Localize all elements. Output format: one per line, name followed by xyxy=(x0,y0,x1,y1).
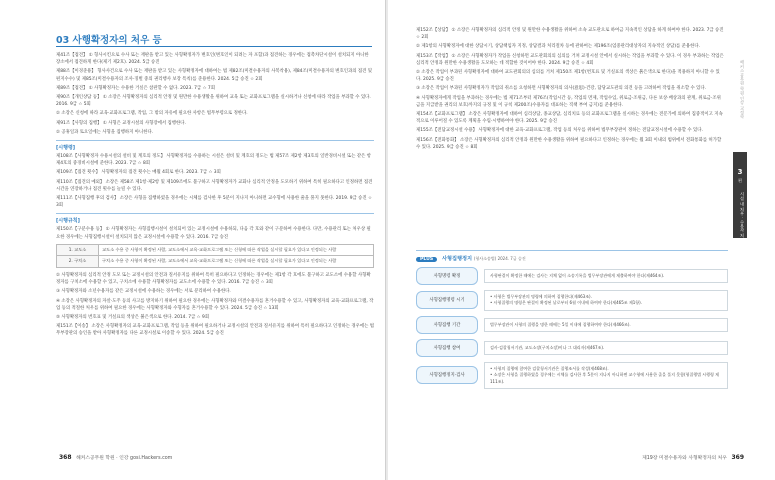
article-paragraph: 제89조【접견】 ① 사형확정자는 수용한 거실은 참관할 수 없다. 2023. 7급 ☆ 7회 xyxy=(56,85,215,91)
article-paragraph: 제151조【이송】 소장은 사형확정자의 교육·교화프로그램, 작업 등을 위하여 필요하거나 교정시설의 안전과 질서유지를 위하여 특히 필요하다고 인정하는 경우에는 법무부장관의 승인을 받아 사형확정자를 다른 교정시설로 이송할 수 있다. 2024. 5급 승진 xyxy=(56,324,374,337)
left-content xyxy=(56,52,374,340)
plus-heading xyxy=(416,255,728,262)
plus-value: • 사형은 법무부장관의 명령에 의하여 집행한다(제463조). • 사형집행의 명령은 판결이 확정된 날로부터 6월 이내에 하여야 한다(제465조 제1항). xyxy=(484,290,728,311)
page-number: 369 xyxy=(731,454,744,461)
plus-key: 사형집행 기간 xyxy=(416,316,478,334)
footer-text: 제19장 미결수용자와 사형확정자의 처우 xyxy=(642,456,727,461)
plus-box xyxy=(416,250,728,394)
article-paragraph: 제108조【사형확정자 수용시설의 설비 및 계호의 정도】 사형확정자를 수용하는 시설은 설비 및 계호의 정도는 법 제57조 제2항 제3호의 일반경비시설 또는 같은 항 제4호의 중경비시설에 준한다. 2023. 7급 ☆ 8회 xyxy=(56,154,371,167)
section-heading-rules: [시행규칙] xyxy=(56,213,374,224)
plus-row xyxy=(416,362,728,389)
page-title: 03 사행확정자의 처우 등 xyxy=(56,35,162,46)
article-paragraph: 제91조【사형의 집행】 ① 사형은 교정시설의 사형장에서 집행한다. xyxy=(56,120,186,126)
article-paragraph: 제153조【작업】 ① 소장은 사형확정자가 작업을 신청하면 교도관회의의 심의를 거쳐 교정시설 안에서 실시하는 작업을 부과할 수 있다. 이 경우 부과하는 작업은 심리적 안정과 원만한 수용생활을 도모하는 데 적합한 것이어야 한다. 2024. 9급 승진 ☆ 4회 xyxy=(416,53,724,66)
table-key-cell: 2. 구치소 xyxy=(57,256,99,268)
article-paragraph: ④ 사형확정자에게 작업을 부과하는 경우에는 법 제71조부터 제76조(작업시간 등, 작업의 면제, 작업수입, 위로금·조위금, 다른 보상·배상과의 관계, 위로금·조위금을 지급받을 권리의 보호)까지의 규정 및 이 규칙 제200조(수용자를 대표하는 직책 부여 금지)를 준용한다. xyxy=(416,95,721,108)
article-paragraph: 제156조【전화통화】 소장은 사형확정자의 심리적 안정과 원만한 수용생활을 위하여 필요하다고 인정하는 경우에는 월 3회 이내의 범위에서 전화통화를 허가할 수 있다. 2025. 9급 승진 ☆ 8회 xyxy=(416,137,722,150)
classification-table xyxy=(56,244,374,268)
plus-value: • 사형의 집행에 참여한 검찰청서기관은 집행조서를 작성(제468조). • 소장은 사형을 집행하였을 경우에는 시체를 검사한 후 5분이 지나지 아니하면 교수형에 사용한 줄을 풀지 못함(형집행법 시행령 제111조). xyxy=(484,362,728,389)
plus-badge: PLUS xyxy=(416,257,437,262)
plus-row xyxy=(416,290,728,311)
plus-value: 법무부장관이 사형의 집행을 명한 때에는 5일 이내에 집행하여야 한다(제466조). xyxy=(484,318,728,332)
article-paragraph: 제90조【개인상담 등】 ① 소장은 사형확정자의 심리적 안정 및 원만한 수용생활을 위하여 교육 또는 교화프로그램을 실시하거나 신청에 따라 작업을 부과할 수 있다. 2016. 9급 ☆ 5회 xyxy=(56,95,371,108)
article-paragraph: ② 소장은 신청에 따라 교육·교화프로그램, 작업, 그 밖의 자유에 필요한 사항은 법무부령으로 정한다. xyxy=(56,111,248,117)
article-paragraph: ② 제1항의 사형확정자에 대한 상담시기, 상담책임자 지정, 상담결과 처리절차 등에 관하여는 제196조(엄중관리대상자의 지속적인 상담)를 준용한다. xyxy=(416,44,701,50)
chapter-side-tab xyxy=(733,0,747,480)
article-paragraph: 제88조【이경준용】 형사사건으로 수사 또는 재판을 받고 있는 사형확정자에 대하여는 법 제82조(미결수용자의 사복착용), 제84조(미결수용자의 변호인과의 접견 및 편지수수) 및 제85조(미결수용자의 조사·징벌 중의 권리행사 보장 특칙)를 준용한다. 2024. 5급 승진 ☆ 2회 xyxy=(56,69,372,82)
article-paragraph: ② 사형확정자의 심리적 안정 도모 또는 교정시설의 안전과 질서유지를 위하여 특히 필요하다고 인정하는 경우에는 제1항 각 호에도 불구하고 교도소에 수용할 사형확정자를 구치소에 수용할 수 있고, 구치소에 수용할 사형확정자를 교도소에 수용할 수 있다. 2016. 7급 승진 ☆ 3회 xyxy=(56,273,371,286)
table-row xyxy=(57,244,374,256)
article-paragraph: 제41조【접견】 ① 형사시킨으로 수사 또는 재판을 받고 있는 사형확정자가 변호인(변호인이 되려는 자 포함)과 접견하는 경우에는 접촉차단시설이 설치되지 아니한 장소에서 접견하게 한다(제기 제2호). 2024. 5급 승진 xyxy=(56,53,369,66)
article-paragraph: 제150조【구분수용 등】 ① 사형확정자는 사형집행시설이 설치되어 있는 교정시설에 수용하되, 다음 각 호와 같이 구분하여 수용한다. 다만, 수용관리 또는 처우상 필요한 경우에는 사형집행시설이 설치되지 않은 교정시설에 수용할 수 있다. 2016. 7급 승진 xyxy=(56,227,371,240)
article-paragraph: 제110조【접견의 예외】 소장은 제58조 제1항·제2항 및 제109조에도 불구하고 사형확정자가 교화나 심리적 안정을 도모하기 위하여 특히 필요하다고 인정하면 접견 시간을 연장하거나 접견 횟수를 늘릴 수 있다. xyxy=(56,179,373,192)
right-content xyxy=(416,27,724,153)
article-paragraph: ③ 사형확정자와 소년수용자를 같은 교정시설에 수용하는 경우에는 서로 분리하여 수용한다. xyxy=(56,289,231,295)
plus-key: 사형명령 확정 xyxy=(416,267,478,285)
article-paragraph: ② 소장은 작업이 부과된 사형확정자에 대하여 교도관회의의 심의를 거쳐 제150조 제1항(번호표 및 거실표의 색상은 붉은색으로 한다)을 적용하지 아니할 수 있다. 2025. 9급 승진 xyxy=(416,70,720,83)
plus-key: 사형집행명령 시기 xyxy=(416,291,478,309)
side-tab-bottom-text: 시설 내 처우 · 수용자 처우 xyxy=(740,192,745,242)
title-rule xyxy=(56,46,372,47)
article-paragraph: ④ 소장은 사형확정자의 자살·도주 등의 사고를 방지하기 위하여 필요한 경우에는 사형확정자와 미결수용자를 혼거수용할 수 있고, 사형확정자의 교육·교화프로그램, 작업 등의 적절한 처우를 위하여 필요한 경우에는 사형확정자와 수형자를 혼거수용할 수 있다. 2024. 5급 승진 ☆ 13회 xyxy=(56,298,374,311)
footer-text: 해커스공무원 학원 · 인강 gosi.Hackers.com xyxy=(76,456,173,461)
plus-value: 검사·검찰청서기관, 교도소장(구치소장)이나 그 대리자(제467조). xyxy=(484,341,728,355)
section-heading-regulation: [시행령] xyxy=(56,140,374,151)
side-tab-top-text: 해커스공무원 학원·인강 교정학 xyxy=(740,60,745,119)
left-footer xyxy=(56,454,172,461)
side-tab-number: 3 xyxy=(737,168,743,176)
right-footer xyxy=(642,454,747,461)
article-paragraph: 제109조【접견 횟수】 사형확정자의 접견 횟수는 매월 4회로 한다. 2023. 7급 ☆ 3회 xyxy=(56,170,221,176)
plus-title: 사형집행정지 xyxy=(441,256,473,262)
article-paragraph: ③ 소장은 작업이 부과된 사형확정자가 작업의 취소를 요청하면 사형확정자의 의사(意思)·건강, 담당교도관의 의견 등을 고려하여 작업을 취소할 수 있다. xyxy=(416,86,707,92)
article-paragraph: 제154조【교화프로그램】 소장은 사형확정자에 대하여 심리상담, 종교상담, 심리치료 등의 교화프로그램을 실시하는 경우에는 전문가에 의하여 집중적이고 지속적으로 이루어질 수 있도록 계획을 수립·시행하여야 한다. 2025. 9급 승진 xyxy=(416,112,723,125)
side-tab-label: 편 xyxy=(738,178,742,183)
page-number: 368 xyxy=(59,454,72,461)
article-paragraph: 제152조【상담】 ① 소장은 사형확정자의 심리적 안정 및 원만한 수용생활을 위하여 소속 교도관으로 하여금 지속적인 상담을 하게 하여야 한다. 2023. 7급 승진 ☆ 2회 xyxy=(416,28,724,41)
table-value-cell: 구치소 수용 중 사형이 확정된 사람, 교도소에서 교육·교화프로그램 또는 신청에 따른 작업을 실시할 필요가 있다고 인정되는 사람 xyxy=(99,256,374,268)
plus-subtitle: (형사소송법) 2024. 7급 승진 xyxy=(473,256,526,261)
plus-value: 사형판결이 확정한 때에는 검사는 지체 없이 소송기록을 법무부장관에게 제출하여야 한다(제464조). xyxy=(484,269,728,283)
plus-key: 사형집행정지·검사 xyxy=(416,366,478,384)
article-paragraph: ⑤ 사형확정자의 번호표 및 거실표의 색상은 붉은색으로 한다. 2014. 7급 ☆ 9회 xyxy=(56,315,210,321)
table-row xyxy=(57,256,374,268)
article-paragraph: ② 공휴일과 토요일에는 사형을 집행하지 아니한다. xyxy=(56,129,154,135)
table-value-cell: 교도소 수용 중 사형이 확정된 사람, 교도소에서 교육·교화프로그램 또는 신청에 따른 작업을 실시할 필요가 있다고 인정되는 사람 xyxy=(99,244,374,256)
plus-row xyxy=(416,316,728,334)
right-page xyxy=(388,0,775,480)
plus-key: 사형집행 참여 xyxy=(416,339,478,357)
plus-row xyxy=(416,267,728,285)
left-page xyxy=(0,0,386,480)
article-paragraph: 제111조【사형집행 후의 검사】 소장은 사형을 집행하였을 경우에는 시체를 검사한 후 5분이 지나지 아니하면 교수형에 사용한 줄을 풀지 못한다. 2019. 9급 승진 ☆ 3회 xyxy=(56,196,372,209)
plus-row xyxy=(416,339,728,357)
article-paragraph: 제155조【전담교정시설 수용】 사형확정자에 대한 교육·교화프로그램, 작업 등의 처우를 위하여 법무부장관이 정하는 전담교정시설에 수용할 수 있다. xyxy=(416,128,703,134)
table-key-cell: 1. 교도소 xyxy=(57,244,99,256)
